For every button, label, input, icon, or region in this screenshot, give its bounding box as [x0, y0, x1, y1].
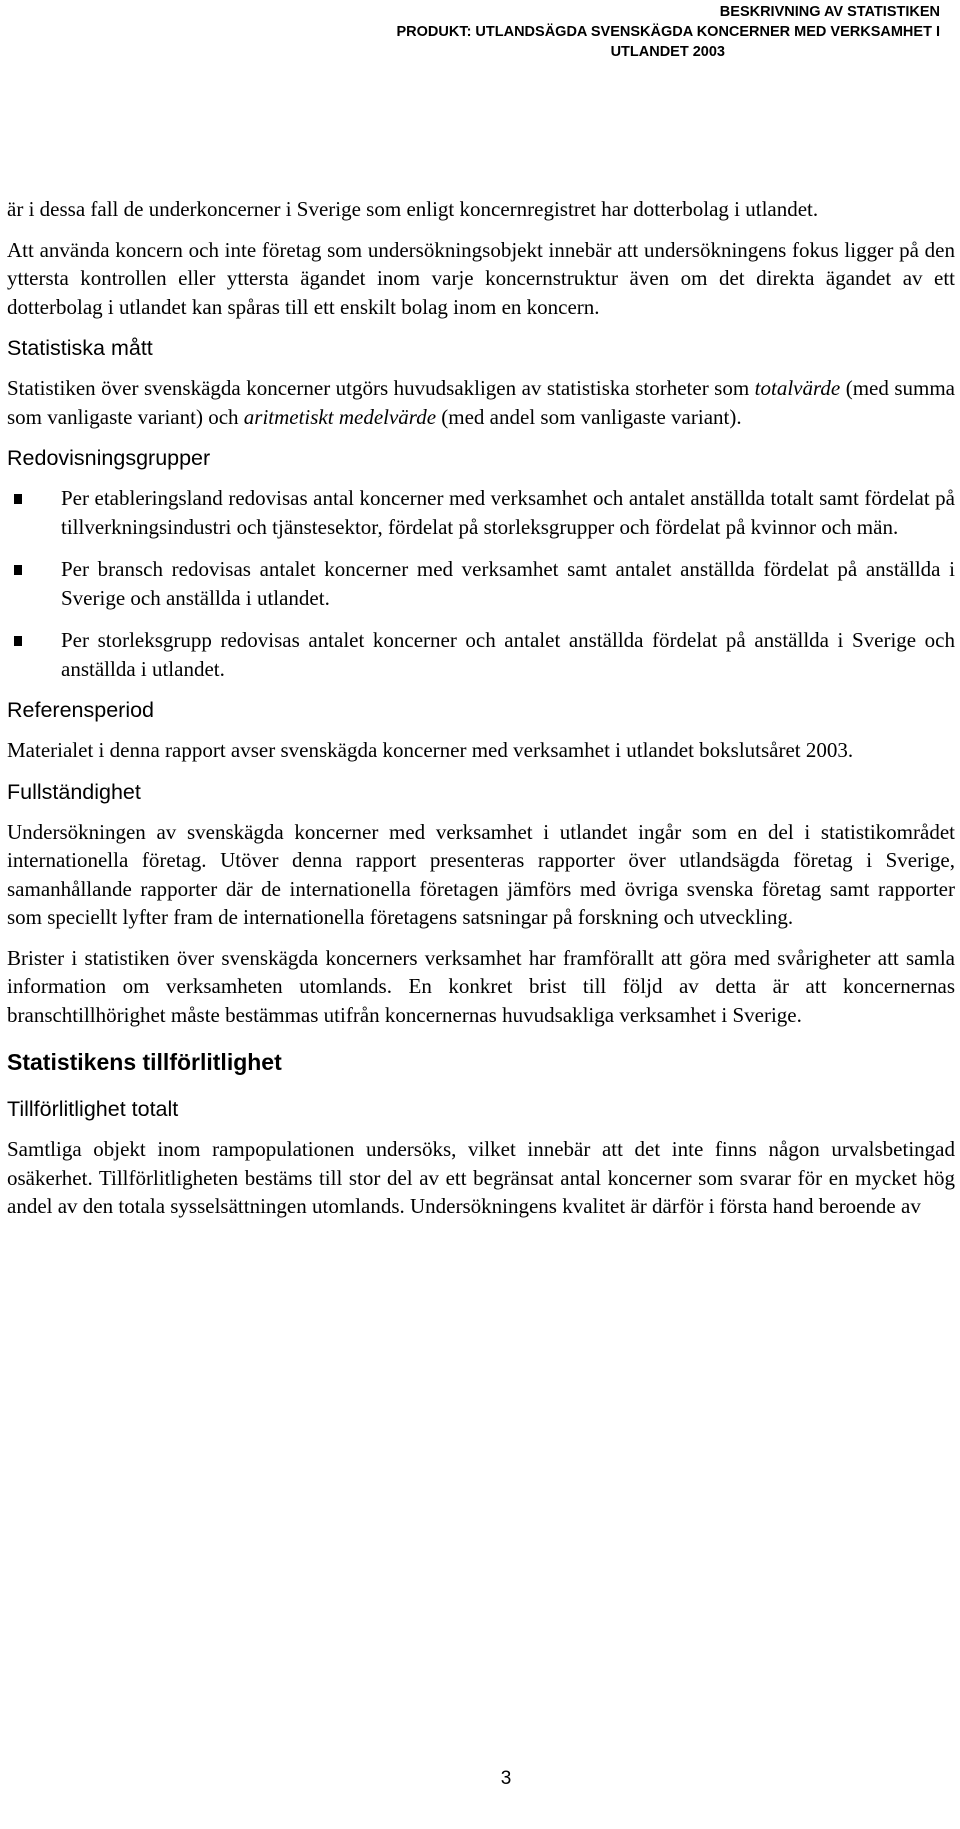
header-line-2: PRODUKT: UTLANDSÄGDA SVENSKÄGDA KONCERNER MED VERKSAMHET I: [396, 24, 940, 40]
bullet-square-icon: [14, 494, 22, 504]
bullet-square-icon: [14, 565, 22, 575]
statistiska-matt-text-a: Statistiken över svenskägda koncerner utgörs huvudsakligen av statistiska storheter som: [7, 376, 755, 400]
section-heading-tillforlitlighet: Statistikens tillförlitlighet: [7, 1049, 282, 1075]
subheading-tillforlitlighet-totalt: Tillförlitlighet totalt: [7, 1097, 179, 1121]
list-item-text: Per storleksgrupp redovisas antalet koncerner och antalet anställda fördelat på anställda i Sverige och anställda i utlandet.: [61, 628, 955, 681]
list-item: [7, 626, 955, 683]
section-heading-statistiska-matt: Statistiska mått: [7, 336, 153, 360]
section-heading-redovisningsgrupper: Redovisningsgrupper: [7, 446, 211, 470]
fullstandighet-paragraph-2: Brister i statistiken över svenskägda koncerners verksamhet har framförallt att göra med svårigheter att samla information om verksamheten utomlands. En konkret brist till följd av detta är att koncernernas branschtillhörighet måste bestämmas utifrån koncernernas huvudsakliga verksamhet i Sverige.: [7, 945, 955, 1027]
statistiska-matt-paragraph: [7, 374, 955, 431]
body-content: [7, 195, 955, 1221]
list-item-text: Per etableringsland redovisas antal koncerner med verksamhet och antalet anställda totalt samt fördelat på tillverkningsindustri och tjänstesektor, fördelat på storleksgrupper och fördelat på kvinnor och män.: [61, 486, 955, 539]
intro-paragraph-2: Att använda koncern och inte företag som undersökningsobjekt innebär att undersökningens fokus ligger på den yttersta kontrollen eller yttersta ägandet inom varje koncernstruktur även om det direkta ägandet av ett dotterbolag i utlandet kan spåras till ett enskilt bolag inom en koncern.: [7, 237, 955, 319]
tillforlitlighet-paragraph: Samtliga objekt inom rampopulationen undersöks, vilket innebär att det inte finns någon urvalsbetingad osäkerhet. Tillförlitligheten bestäms till stor del av ett begränsat antal koncerner som svarar för en mycket hög andel av den totala sysselsättningen utomlands. Undersökningens kvalitet är därför i första hand beroende av: [7, 1137, 955, 1218]
page-number: 3: [500, 1768, 512, 1789]
section-heading-referensperiod: Referensperiod: [7, 698, 155, 722]
statistiska-matt-text-c: (med andel som vanligaste variant).: [436, 404, 742, 429]
term-aritmetiskt-medelvarde: aritmetiskt medelvärde: [243, 404, 437, 429]
section-heading-fullstandighet: Fullständighet: [7, 779, 141, 804]
header-line-3: UTLANDET 2003: [610, 44, 725, 60]
statistiska-matt-text-b: (med summa som vanligaste variant) och: [7, 376, 955, 429]
fullstandighet-paragraph-1: Undersökningen av svenskägda koncerner med verksamhet i utlandet ingår som en del i statistikområdet internationella företag. Utöver denna rapport presenteras rapporter över utlandsägda företag i Sverige, samanhållande rapporter där de internationella företagen jämförs med övriga svenska företag samt rapporter som speciellt lyfter fram de internationella företagens satsningar på forskning och utveckling.: [7, 819, 955, 929]
list-item: [7, 484, 955, 541]
list-item: [7, 555, 955, 612]
header-line-1: BESKRIVNING AV STATISTIKEN: [719, 4, 940, 20]
referensperiod-paragraph: Materialet i denna rapport avser svenskägda koncerner med verksamhet i utlandet bokslutsåret 2003.: [7, 738, 854, 762]
list-item-text: Per bransch redovisas antalet koncerner med verksamhet samt antalet anställda fördelat på anställda i Sverige och anställda i utlandet.: [61, 557, 955, 610]
intro-paragraph-1: är i dessa fall de underkoncerner i Sverige som enligt koncernregistret har dotterbolag i utlandet.: [7, 197, 819, 221]
term-totalvarde: totalvärde: [754, 376, 841, 400]
page-header: [80, 2, 940, 62]
page-footer: [0, 1768, 960, 1790]
bullet-square-icon: [14, 636, 22, 646]
